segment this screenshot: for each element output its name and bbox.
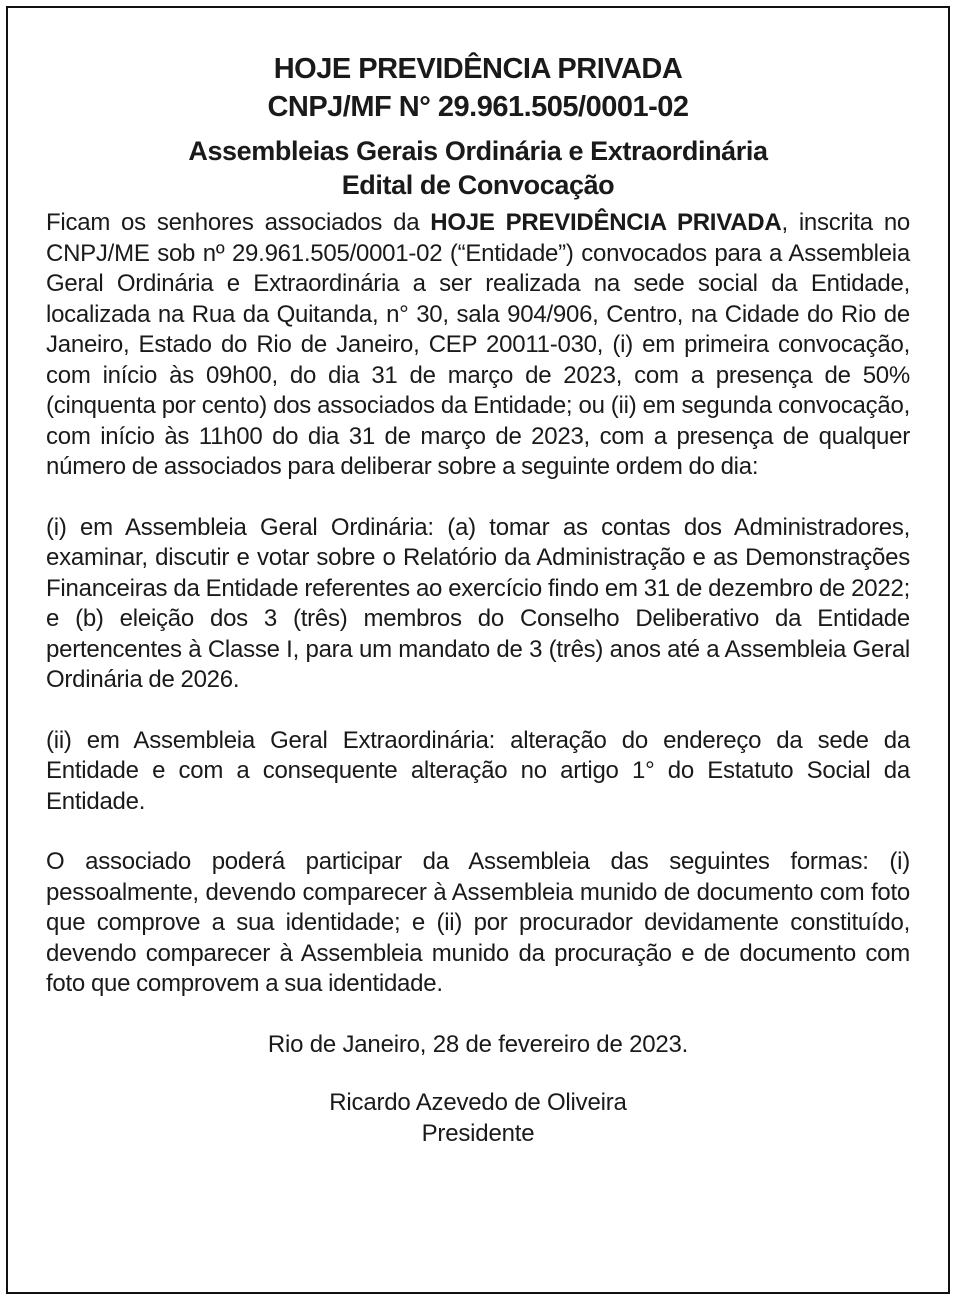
participation-paragraph: O associado poderá participar da Assembleia das seguintes formas: (i) pessoalmente, devendo comparecer à Assembleia munido de documento com foto que comprove a sua identidade; e (ii) por procurador devidamente constituído, devendo comparecer à Assembleia munido da procuração e de documento com foto que comprovem a sua identidade. [46,848,910,997]
intro-text-rest: , inscrita no CNPJ/ME sob nº 29.961.505/0001-02 (“Entidade”) convocados para a Assembleia Geral Ordinária e Extraordinária a ser realizada na sede social da Entidade, localizada na Rua da Quitanda, n° 30, sala 904/906, Centro, na Cidade do Rio de Janeiro, Estado do Rio de Janeiro, CEP 20011-030, (i) em primeira convocação, com início às 09h00, do dia 31 de março de 2023, com a presença de 50% (cinquenta por cento) dos associados da Entidade; ou (ii) em segunda convocação, com início às 11h00 do dia 31 de março de 2023, com a presença de qualquer número de associados para deliberar sobre a seguinte ordem do dia: [46,209,911,480]
intro-org-name-bold: HOJE PREVIDÊNCIA PRIVADA [430,209,782,236]
organization-name: HOJE PREVIDÊNCIA PRIVADA [273,53,683,85]
notice-title: Edital de Convocação [341,170,615,200]
title-block [46,134,910,202]
intro-text-start: Ficam os senhores associados da [46,209,431,236]
header-block [46,50,910,126]
cnpj-number: CNPJ/MF N° 29.961.505/0001-02 [267,91,689,123]
agenda-item-ordinary: (i) em Assembleia Geral Ordinária: (a) tomar as contas dos Administradores, examinar, discutir e votar sobre o Relatório da Administração e as Demonstrações Financeiras da Entidade referentes ao exercício findo em 31 de dezembro de 2022; e (b) eleição dos 3 (três) membros do Conselho Deliberativo da Entidade pertencentes à Classe I, para um mandato de 3 (três) anos até a Assembleia Geral Ordinária de 2026. [46,513,910,693]
place-and-date: Rio de Janeiro, 28 de fevereiro de 2023. [267,1030,689,1058]
agenda-item-extraordinary: (ii) em Assembleia Geral Extraordinária: alteração do endereço da sede da Entidade e com a consequente alteração no artigo 1° do Estatuto Social da Entidade. [46,726,910,815]
signer-role: Presidente [421,1119,535,1147]
notice-content [46,50,910,1149]
signer-name: Ricardo Azevedo de Oliveira [329,1089,627,1116]
intro-paragraph [46,208,910,483]
meeting-title: Assembleias Gerais Ordinária e Extraordinária [188,136,768,166]
